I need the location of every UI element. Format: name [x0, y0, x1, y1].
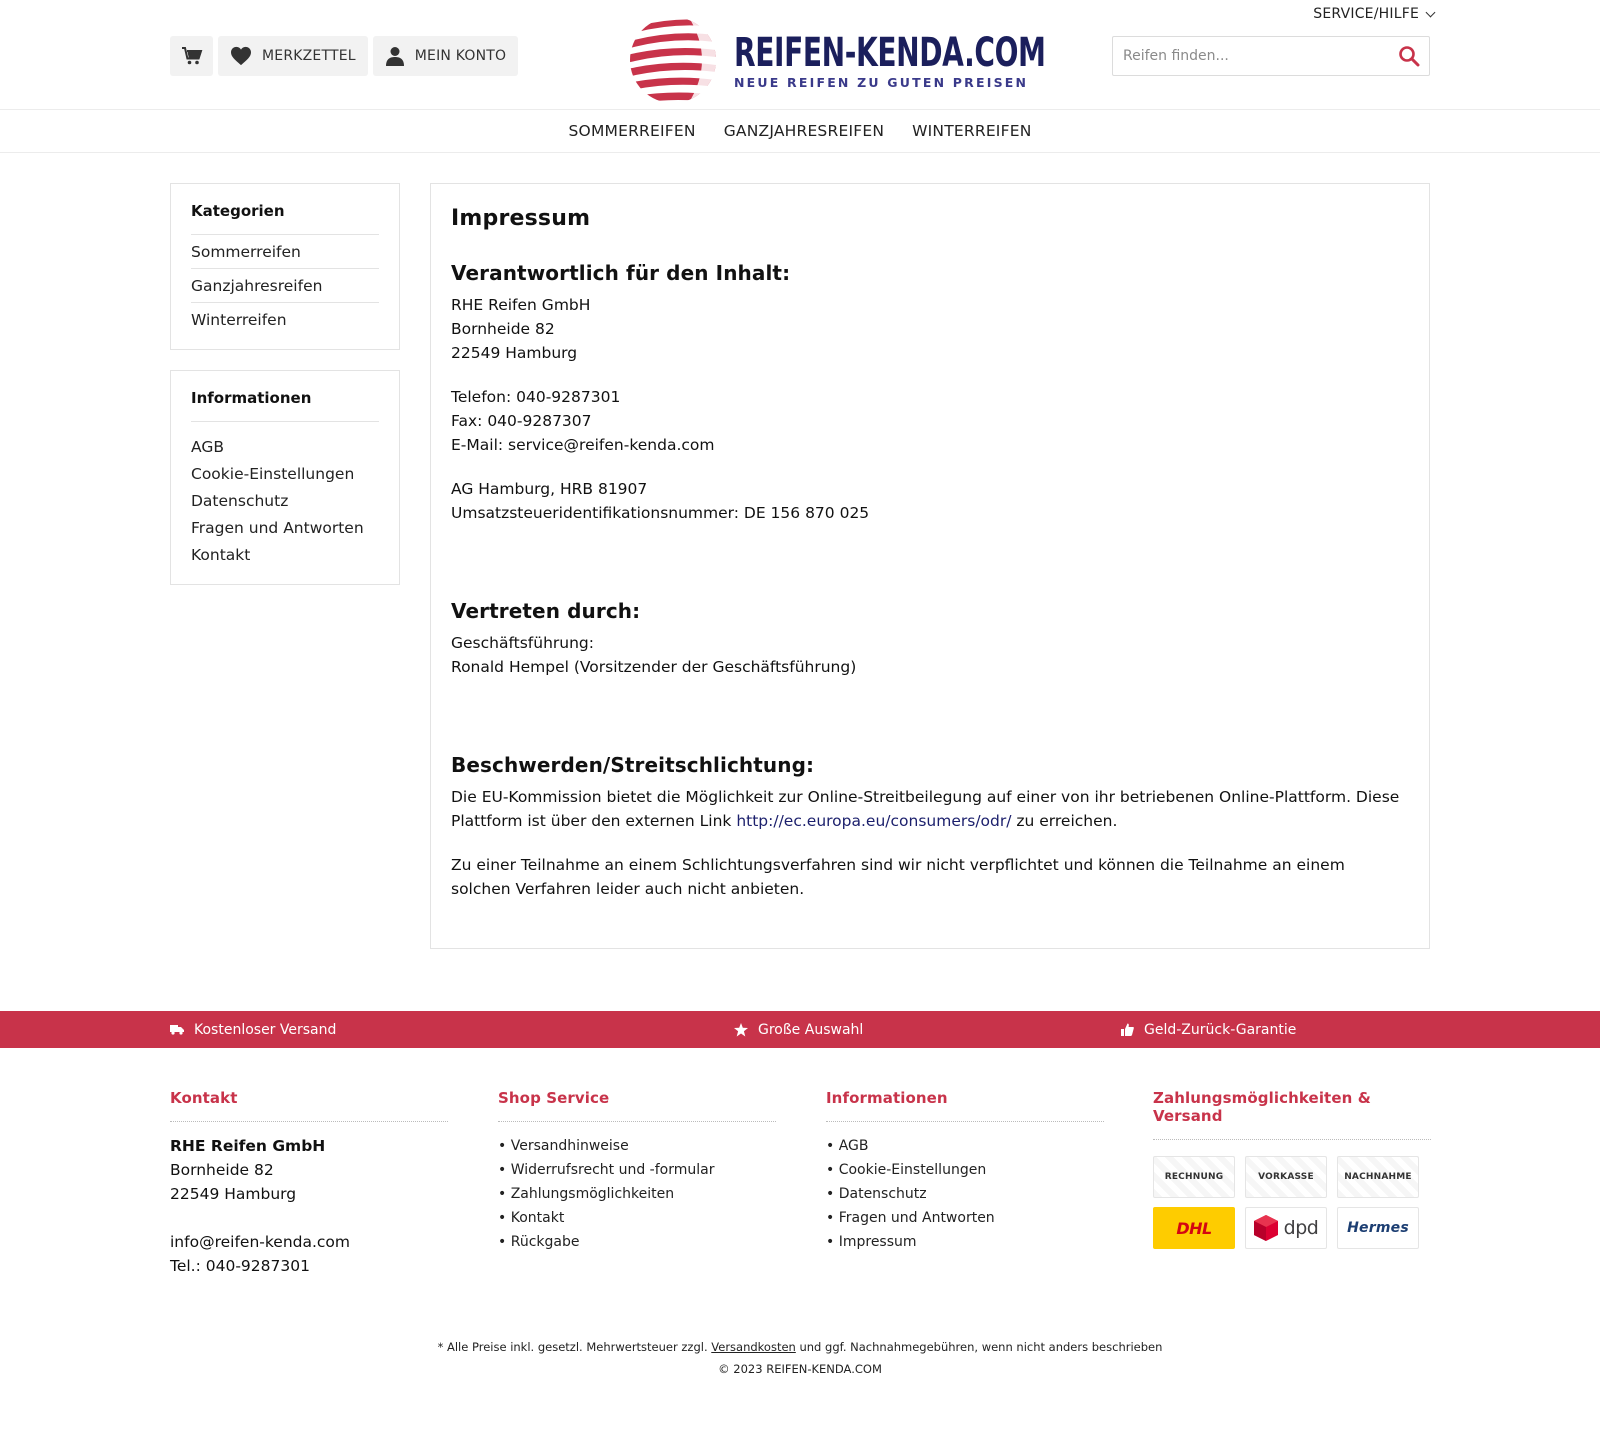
footer-email[interactable]: info@reifen-kenda.com — [170, 1233, 351, 1251]
management-name: Ronald Hempel (Vorsitzender der Geschäftsführung) — [451, 658, 857, 676]
wishlist-label: MERKZETTEL — [262, 48, 356, 64]
arbitration-paragraph: Zu einer Teilnahme an einem Schlichtungsverfahren sind wir nicht verpflichtet und können die Teilnahme an einem solchen Verfahren leider auch nicht anbieten. — [451, 856, 1345, 898]
odr-text-after: zu erreichen. — [1011, 812, 1118, 830]
section-heading-responsible: Verantwortlich für den Inhalt: — [451, 261, 791, 285]
account-label: MEIN KONTO — [414, 48, 507, 64]
user-icon — [385, 46, 405, 66]
sidebar-information — [170, 370, 400, 585]
chevron-down-icon — [1426, 7, 1436, 17]
logo-text — [734, 31, 1133, 90]
spacer — [451, 457, 1409, 477]
benefit-bar — [0, 1011, 1600, 1048]
footer-information-title: Informationen — [826, 1089, 1104, 1122]
benefit-label: Geld-Zurück-Garantie — [1144, 1021, 1297, 1038]
sidebar-item-sommerreifen[interactable]: Sommerreifen — [191, 235, 379, 269]
wishlist-button[interactable] — [218, 36, 368, 76]
search-box — [1112, 36, 1430, 76]
category-list — [191, 235, 379, 336]
footer-link-cookie-settings[interactable]: • Cookie-Einstellungen — [826, 1158, 1104, 1182]
footer-city: 22549 Hamburg — [170, 1185, 297, 1203]
section-heading-represented: Vertreten durch: — [451, 599, 641, 623]
payment-prepayment-badge: VORKASSE — [1245, 1156, 1327, 1198]
search-icon — [1398, 45, 1420, 67]
company-city: 22549 Hamburg — [451, 344, 578, 362]
payment-cash-on-delivery-badge: NACHNAHME — [1337, 1156, 1419, 1198]
logo-subtitle: NEUE REIFEN ZU GUTEN PREISEN — [734, 74, 1029, 90]
company-register: AG Hamburg, HRB 81907 — [451, 480, 648, 498]
hermes-logo-text: Hermes — [1347, 1220, 1409, 1236]
page-title: Impressum — [451, 206, 591, 231]
footer-information-list — [826, 1122, 1104, 1254]
footer-shop-service — [498, 1089, 776, 1254]
sidebar-item-winterreifen[interactable]: Winterreifen — [191, 311, 287, 329]
cart-button[interactable] — [170, 36, 213, 76]
benefit-label: Kostenloser Versand — [194, 1021, 337, 1038]
dhl-logo — [1153, 1207, 1235, 1249]
logo-title: REIFEN-KENDA.COM — [734, 29, 1046, 76]
nav-item-winterreifen[interactable]: WINTERREIFEN — [912, 122, 1032, 140]
truck-icon — [170, 1024, 184, 1035]
spacer — [451, 525, 1409, 569]
logo-globe-icon — [628, 16, 718, 104]
dpd-cube-icon — [1254, 1215, 1278, 1241]
sidebar-item-agb[interactable]: AGB — [191, 438, 224, 456]
hermes-logo — [1337, 1207, 1419, 1249]
footer-address — [170, 1122, 448, 1278]
benefit-free-shipping — [170, 1011, 336, 1048]
copyright: © 2023 REIFEN-KENDA.COM — [718, 1362, 882, 1376]
footer-link-agb[interactable]: • AGB — [826, 1134, 1104, 1158]
footer-link-payment[interactable]: • Zahlungsmöglichkeiten — [498, 1182, 776, 1206]
spacer — [451, 833, 1409, 853]
price-disclaimer — [0, 1340, 1600, 1354]
company-name: RHE Reifen GmbH — [451, 296, 591, 314]
footer-link-faq[interactable]: • Fragen und Antworten — [826, 1206, 1104, 1230]
search-button[interactable] — [1389, 37, 1429, 75]
benefit-money-back — [1121, 1011, 1296, 1048]
footer-contact — [170, 1089, 448, 1278]
payment-logos — [1153, 1140, 1431, 1249]
service-help-label: SERVICE/HILFE — [1313, 6, 1419, 22]
dhl-logo-text: DHL — [1176, 1218, 1212, 1238]
management-label: Geschäftsführung: — [451, 634, 594, 652]
sidebar-item-faq[interactable]: Fragen und Antworten — [191, 519, 364, 537]
spacer — [451, 365, 1409, 385]
odr-paragraph — [451, 785, 1409, 833]
star-icon — [734, 1023, 748, 1037]
main-navigation — [0, 110, 1600, 152]
sidebar-item-ganzjahresreifen[interactable]: Ganzjahresreifen — [191, 269, 379, 303]
footer-contact-title: Kontakt — [170, 1089, 448, 1122]
nav-item-sommerreifen[interactable]: SOMMERREIFEN — [568, 122, 696, 140]
company-email: E-Mail: service@reifen-kenda.com — [451, 436, 715, 454]
disclaimer-text-after: und ggf. Nachnahmegebühren, wenn nicht anders beschrieben — [795, 1340, 1163, 1354]
company-street: Bornheide 82 — [451, 320, 555, 338]
footer-shop-service-list — [498, 1122, 776, 1254]
sidebar-information-title: Informationen — [191, 389, 379, 422]
search-input[interactable] — [1113, 37, 1389, 75]
odr-link[interactable]: http://ec.europa.eu/consumers/odr/ — [736, 812, 1012, 830]
footer-link-shipping[interactable]: • Versandhinweise — [498, 1134, 776, 1158]
spacer — [170, 1206, 448, 1230]
shipping-costs-link[interactable]: Versandkosten — [711, 1340, 796, 1354]
odr-text-before: Die EU-Kommission bietet die Möglichkeit zur Online-Streitbeilegung auf einer von ihr betriebenen Online-Plattform. Diese Plattform ist über den externen Link — [451, 788, 1400, 830]
impressum-content — [430, 183, 1430, 949]
sidebar-categories-title: Kategorien — [191, 202, 379, 235]
footer-payment — [1153, 1089, 1431, 1249]
spacer — [451, 679, 1409, 723]
account-button[interactable] — [373, 36, 518, 76]
header-actions — [170, 36, 518, 76]
company-fax: Fax: 040-9287307 — [451, 412, 592, 430]
disclaimer-text-before: * Alle Preise inkl. gesetzl. Mehrwertsteuer zzgl. — [437, 1340, 712, 1354]
site-logo[interactable] — [628, 16, 1133, 104]
footer-payment-title: Zahlungsmöglichkeiten & Versand — [1153, 1089, 1431, 1140]
footer-link-contact[interactable]: • Kontakt — [498, 1206, 776, 1230]
section-heading-complaints: Beschwerden/Streitschlichtung: — [451, 753, 815, 777]
dpd-logo-text: dpd — [1283, 1217, 1319, 1239]
footer-shop-service-title: Shop Service — [498, 1089, 776, 1122]
sidebar-categories — [170, 183, 400, 350]
footer-link-privacy[interactable]: • Datenschutz — [826, 1182, 1104, 1206]
footer-company: RHE Reifen GmbH — [170, 1137, 326, 1155]
benefit-label: Große Auswahl — [758, 1021, 864, 1038]
footer-link-withdrawal[interactable]: • Widerrufsrecht und -formular — [498, 1158, 776, 1182]
footer-phone: Tel.: 040-9287301 — [170, 1257, 310, 1275]
dpd-logo — [1245, 1207, 1327, 1249]
sidebar-item-privacy[interactable]: Datenschutz — [191, 492, 289, 510]
company-phone: Telefon: 040-9287301 — [451, 388, 621, 406]
footer-street: Bornheide 82 — [170, 1161, 274, 1179]
footer-link-impressum[interactable]: • Impressum — [826, 1230, 1104, 1254]
nav-item-ganzjahresreifen[interactable]: GANZJAHRESREIFEN — [723, 122, 885, 140]
thumbs-up-icon — [1121, 1023, 1134, 1036]
heart-icon — [230, 46, 252, 66]
company-vat-id: Umsatzsteueridentifikationsnummer: DE 156 870 025 — [451, 504, 870, 522]
footer-link-returns[interactable]: • Rückgabe — [498, 1230, 776, 1254]
cart-icon — [181, 46, 203, 66]
benefit-large-selection — [734, 1011, 863, 1048]
service-help-menu[interactable] — [1313, 6, 1434, 22]
sidebar-item-cookie-settings[interactable]: Cookie-Einstellungen — [191, 465, 355, 483]
sidebar-item-contact[interactable]: Kontakt — [191, 546, 251, 564]
payment-invoice-badge: RECHNUNG — [1153, 1156, 1235, 1198]
information-list — [191, 422, 379, 569]
nav-divider-bottom — [0, 152, 1600, 153]
footer-information — [826, 1089, 1104, 1254]
